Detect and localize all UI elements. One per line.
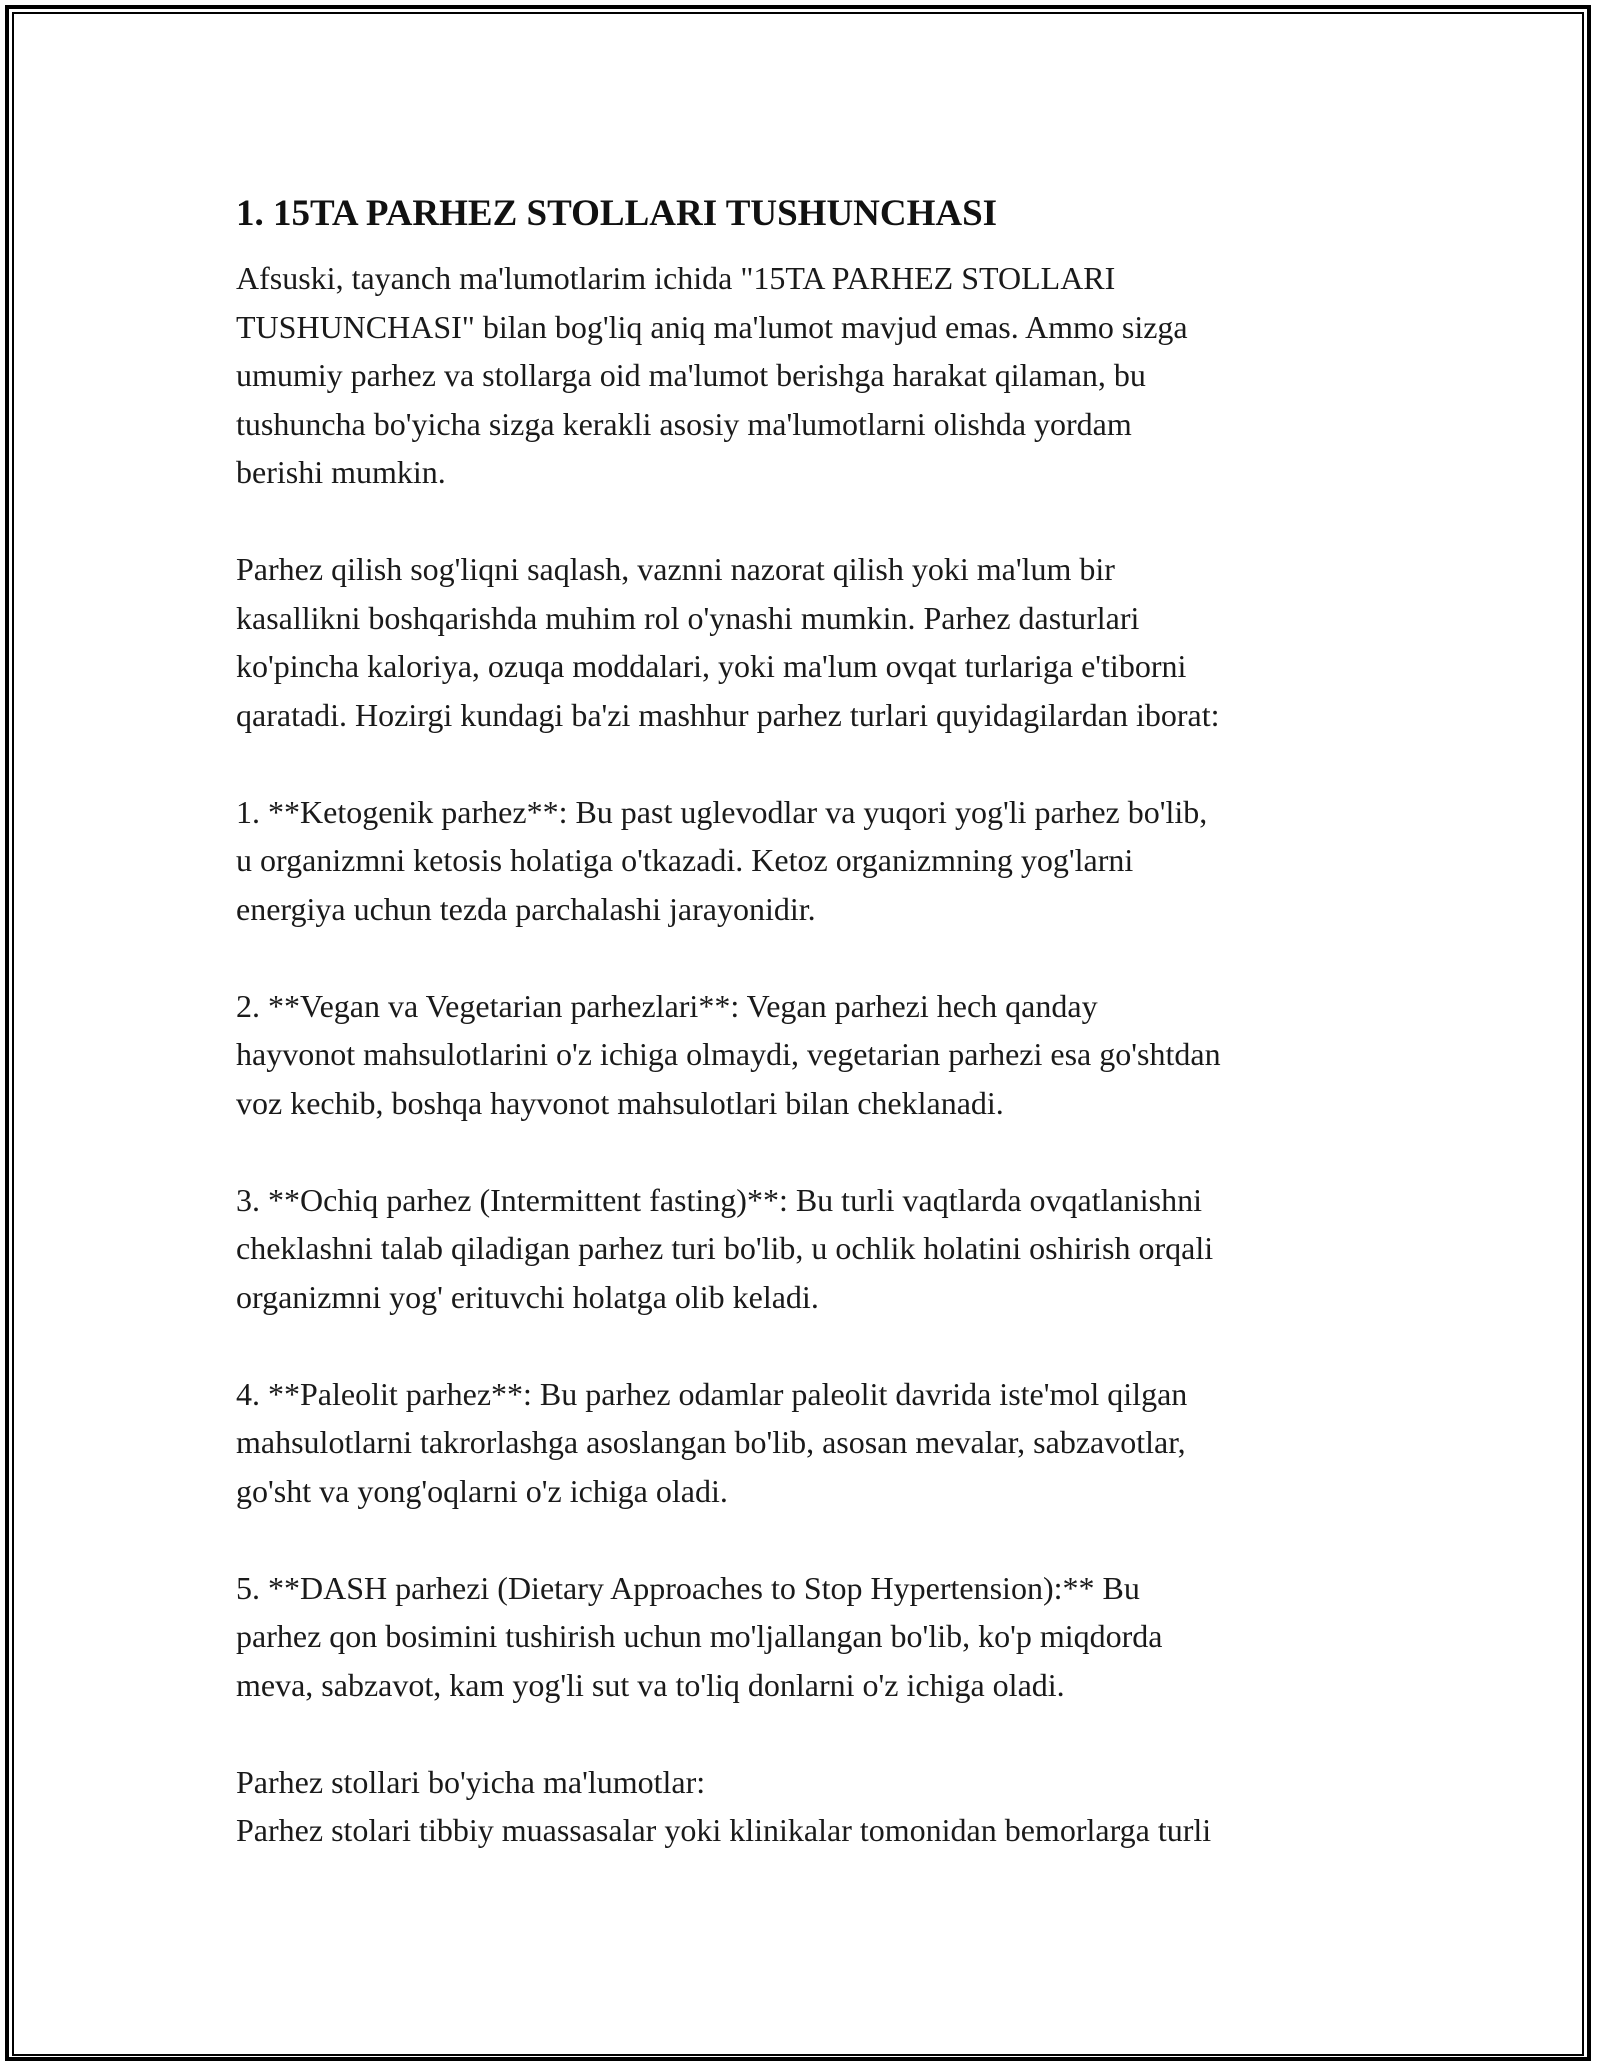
paragraph-vegan: 2. **Vegan va Vegetarian parhezlari**: Vegan parhezi hech qanday hayvonot mahsulotlarini o'z ichiga olmaydi, vegetarian parhezi esa go'shtdan voz kechib, boshqa hayvonot mahsulotlari bilan cheklanadi. bbox=[236, 987, 1221, 1121]
document-body bbox=[236, 186, 1386, 1855]
paragraph-ketogenic: 1. **Ketogenik parhez**: Bu past uglevodlar va yuqori yog'li parhez bo'lib, u organizmni ketosis holatiga o'tkazadi. Ketoz organizmning yog'larni energiya uchun tezda parchalashi jarayonidir. bbox=[236, 793, 1208, 927]
paragraph-intermittent-fasting: 3. **Ochiq parhez (Intermittent fasting)**: Bu turli vaqtlarda ovqatlanishni cheklashni talab qiladigan parhez turi bo'lib, u ochlik holatini oshirish orqali organizmni yog' erituvchi holatga olib keladi. bbox=[236, 1181, 1214, 1315]
paragraph-dash: 5. **DASH parhezi (Dietary Approaches to Stop Hypertension):** Bu parhez qon bosimini tushirish uchun mo'ljallangan bo'lib, ko'p miqdorda meva, sabzavot, kam yog'li sut va to'liq donlarni o'z ichiga oladi. bbox=[236, 1569, 1163, 1703]
paragraph-diet-tables: Parhez stollari bo'yicha ma'lumotlar: Parhez stolari tibbiy muassasalar yoki klinikalar tomonidan bemorlarga turli bbox=[236, 1763, 1212, 1848]
document-title: 1. 15TA PARHEZ STOLLARI TUSHUNCHASI bbox=[236, 193, 998, 234]
paragraph-overview: Parhez qilish sog'liqni saqlash, vaznni nazorat qilish yoki ma'lum bir kasallikni boshqarishda muhim rol o'ynashi mumkin. Parhez dasturlari ko'pincha kaloriya, ozuqa moddalari, yoki ma'lum ovqat turlariga e'tiborni qaratadi. Hozirgi kundagi ba'zi mashhur parhez turlari quyidagilardan iborat: bbox=[236, 551, 1220, 733]
paragraph-intro: Afsuski, tayanch ma'lumotlarim ichida "15TA PARHEZ STOLLARI TUSHUNCHASI" bilan bog'liq aniq ma'lumot mavjud emas. Ammo sizga umumiy parhez va stollarga oid ma'lumot berishga harakat qilaman, bu tushuncha bo'yicha sizga kerakli asosiy ma'lumotlarni olishda yordam berishi mumkin. bbox=[236, 260, 1188, 490]
paragraph-paleolit: 4. **Paleolit parhez**: Bu parhez odamlar paleolit davrida iste'mol qilgan mahsulotlarni takrorlashga asoslangan bo'lib, asosan mevalar, sabzavotlar, go'sht va yong'oqlarni o'z ichiga oladi. bbox=[236, 1375, 1188, 1509]
